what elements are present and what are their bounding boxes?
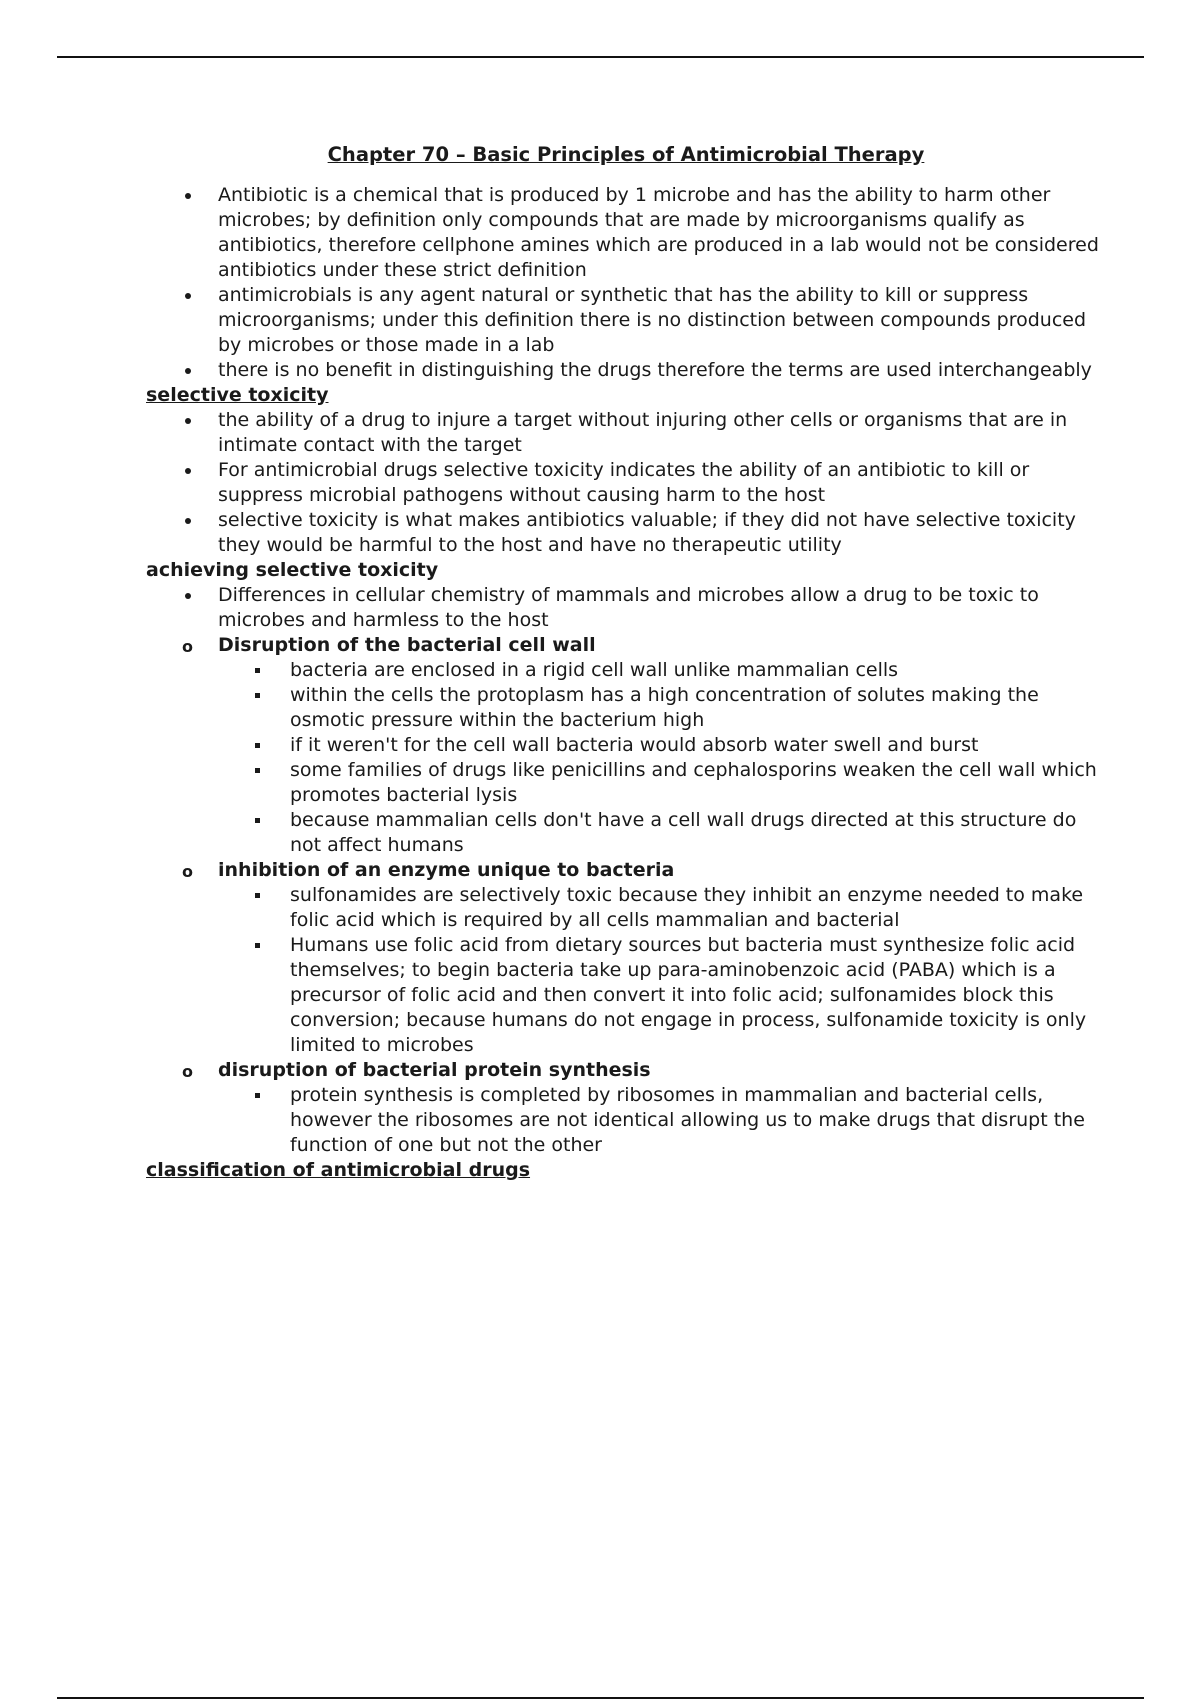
protein-synthesis-points xyxy=(218,1083,1106,1158)
section-heading-selective-toxicity: selective toxicity xyxy=(146,384,329,406)
cell-wall-points xyxy=(218,658,1106,858)
mechanism-item xyxy=(146,633,1106,858)
list-item: the ability of a drug to injure a target without injuring other cells or organisms that are in intimate contact with the target xyxy=(146,408,1106,458)
document-page xyxy=(146,142,1106,1183)
page-title: Chapter 70 – Basic Principles of Antimicrobial Therapy xyxy=(327,143,925,166)
list-item: if it weren't for the cell wall bacteria would absorb water swell and burst xyxy=(218,733,1106,758)
top-rule xyxy=(57,56,1144,58)
section-heading-classification: classification of antimicrobial drugs xyxy=(146,1159,531,1181)
list-item: bacteria are enclosed in a rigid cell wall unlike mammalian cells xyxy=(218,658,1106,683)
list-item: selective toxicity is what makes antibiotics valuable; if they did not have selective toxicity they would be harmful to the host and have no therapeutic utility xyxy=(146,508,1106,558)
list-item: because mammalian cells don't have a cell wall drugs directed at this structure do not affect humans xyxy=(218,808,1106,858)
list-item-text: Differences in cellular chemistry of mammals and microbes allow a drug to be toxic to microbes and harmless to the host xyxy=(218,584,1039,631)
section-heading-achieving-selective-toxicity: achieving selective toxicity xyxy=(146,559,439,581)
subsection-heading-cell-wall: o Disruption of the bacterial cell wall xyxy=(218,633,1106,658)
intro-list xyxy=(146,183,1106,383)
list-item xyxy=(146,583,1106,1158)
bottom-rule xyxy=(57,1697,1144,1699)
subsection-heading-protein-synthesis: o disruption of bacterial protein synthesis xyxy=(218,1058,1106,1083)
list-item: there is no benefit in distinguishing the drugs therefore the terms are used interchangeably xyxy=(146,358,1106,383)
list-item: some families of drugs like penicillins and cephalosporins weaken the cell wall which promotes bacterial lysis xyxy=(218,758,1106,808)
list-item: sulfonamides are selectively toxic because they inhibit an enzyme needed to make folic acid which is required by all cells mammalian and bacterial xyxy=(218,883,1106,933)
selective-toxicity-list xyxy=(146,408,1106,558)
mechanism-list xyxy=(146,633,1106,1158)
mechanism-item xyxy=(146,858,1106,1058)
enzyme-points xyxy=(218,883,1106,1058)
mechanism-item xyxy=(146,1058,1106,1158)
list-item: protein synthesis is completed by ribosomes in mammalian and bacterial cells, however the ribosomes are not identical allowing us to make drugs that disrupt the function of one but not the other xyxy=(218,1083,1106,1158)
list-item: For antimicrobial drugs selective toxicity indicates the ability of an antibiotic to kill or suppress microbial pathogens without causing harm to the host xyxy=(146,458,1106,508)
list-item: within the cells the protoplasm has a high concentration of solutes making the osmotic pressure within the bacterium high xyxy=(218,683,1106,733)
list-item: Antibiotic is a chemical that is produced by 1 microbe and has the ability to harm other microbes; by definition only compounds that are made by microorganisms qualify as antibiotics, therefore cellphone amines which are produced in a lab would not be considered antibiotics under these strict definition xyxy=(146,183,1106,283)
list-item: Humans use folic acid from dietary sources but bacteria must synthesize folic acid themselves; to begin bacteria take up para-aminobenzoic acid (PABA) which is a precursor of folic acid and then convert it into folic acid; sulfonamides block this conversion; because humans do not engage in process, sulfonamide toxicity is only limited to microbes xyxy=(218,933,1106,1058)
list-item: antimicrobials is any agent natural or synthetic that has the ability to kill or suppress microorganisms; under this definition there is no distinction between compounds produced by microbes or those made in a lab xyxy=(146,283,1106,358)
subsection-heading-enzyme: o inhibition of an enzyme unique to bacteria xyxy=(218,858,1106,883)
achieving-list xyxy=(146,583,1106,1158)
